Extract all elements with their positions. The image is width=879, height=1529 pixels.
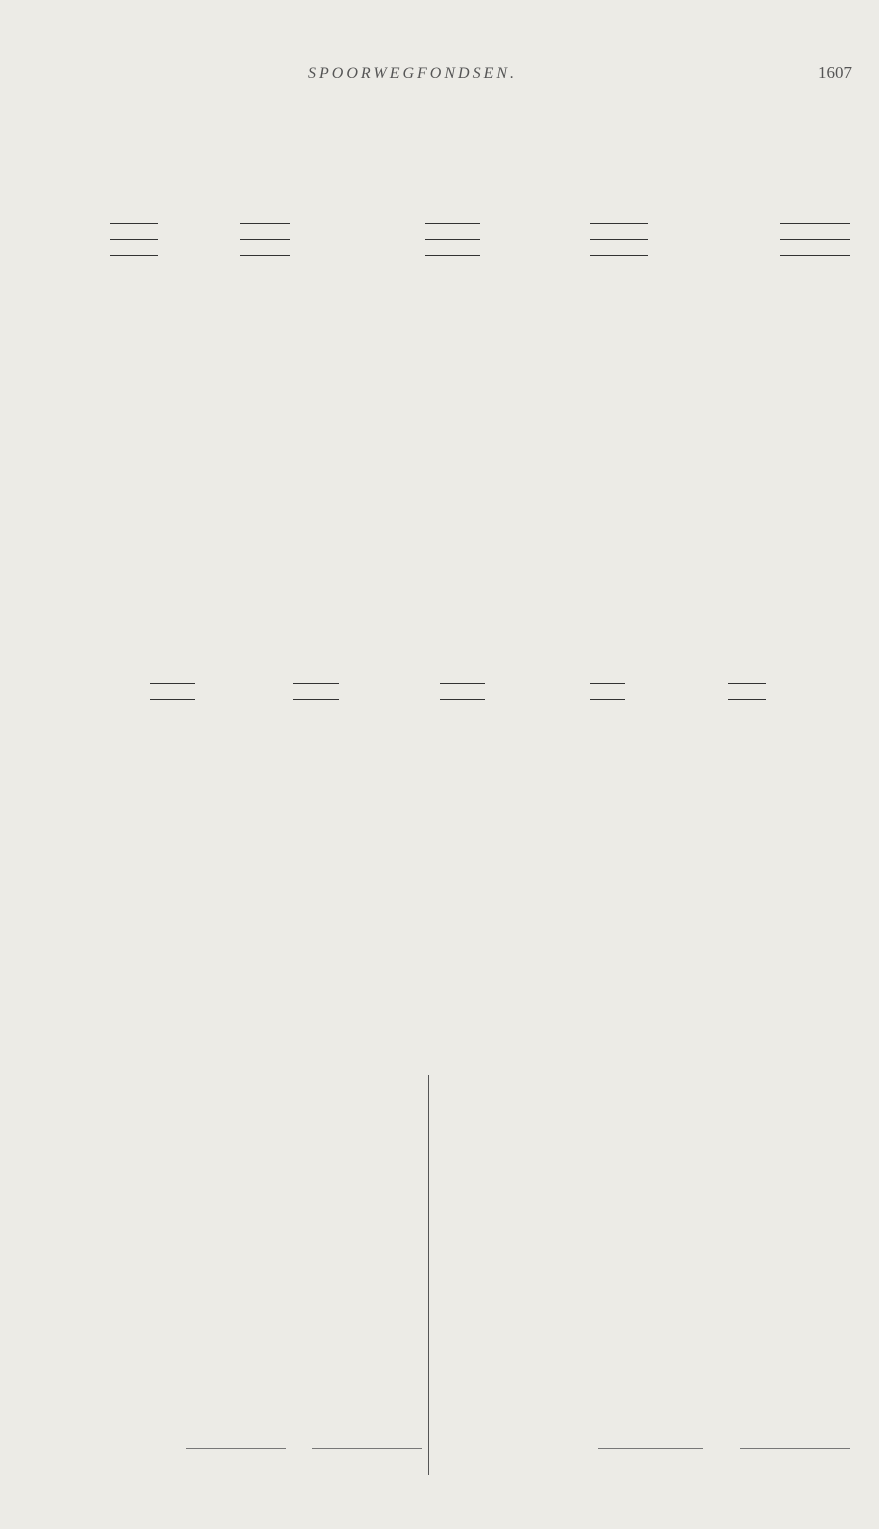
empty-cell-dash <box>150 699 195 700</box>
total-rule <box>312 1448 422 1449</box>
empty-cell-dash <box>150 683 195 684</box>
page-number: 1607 <box>818 63 852 82</box>
empty-cell-dash <box>240 239 290 240</box>
empty-cell-dash <box>240 255 290 256</box>
empty-cell-dash <box>590 255 648 256</box>
total-rule <box>186 1448 286 1449</box>
empty-cell-dash <box>440 683 485 684</box>
empty-cell-dash <box>728 683 766 684</box>
running-title: SPOORWEGFONDSEN. <box>308 65 518 82</box>
empty-cell-dash <box>590 699 625 700</box>
empty-cell-dash <box>110 255 158 256</box>
empty-cell-dash <box>293 683 339 684</box>
empty-cell-dash <box>110 239 158 240</box>
empty-cell-dash <box>780 255 850 256</box>
balance-divider <box>428 1075 429 1475</box>
empty-cell-dash <box>293 699 339 700</box>
total-rule <box>740 1448 850 1449</box>
empty-cell-dash <box>728 699 766 700</box>
empty-cell-dash <box>440 699 485 700</box>
empty-cell-dash <box>425 239 480 240</box>
empty-cell-dash <box>780 239 850 240</box>
empty-cell-dash <box>590 239 648 240</box>
empty-cell-dash <box>780 223 850 224</box>
total-rule <box>598 1448 703 1449</box>
empty-cell-dash <box>590 683 625 684</box>
empty-cell-dash <box>425 255 480 256</box>
empty-cell-dash <box>240 223 290 224</box>
empty-cell-dash <box>425 223 480 224</box>
empty-cell-dash <box>590 223 648 224</box>
empty-cell-dash <box>110 223 158 224</box>
